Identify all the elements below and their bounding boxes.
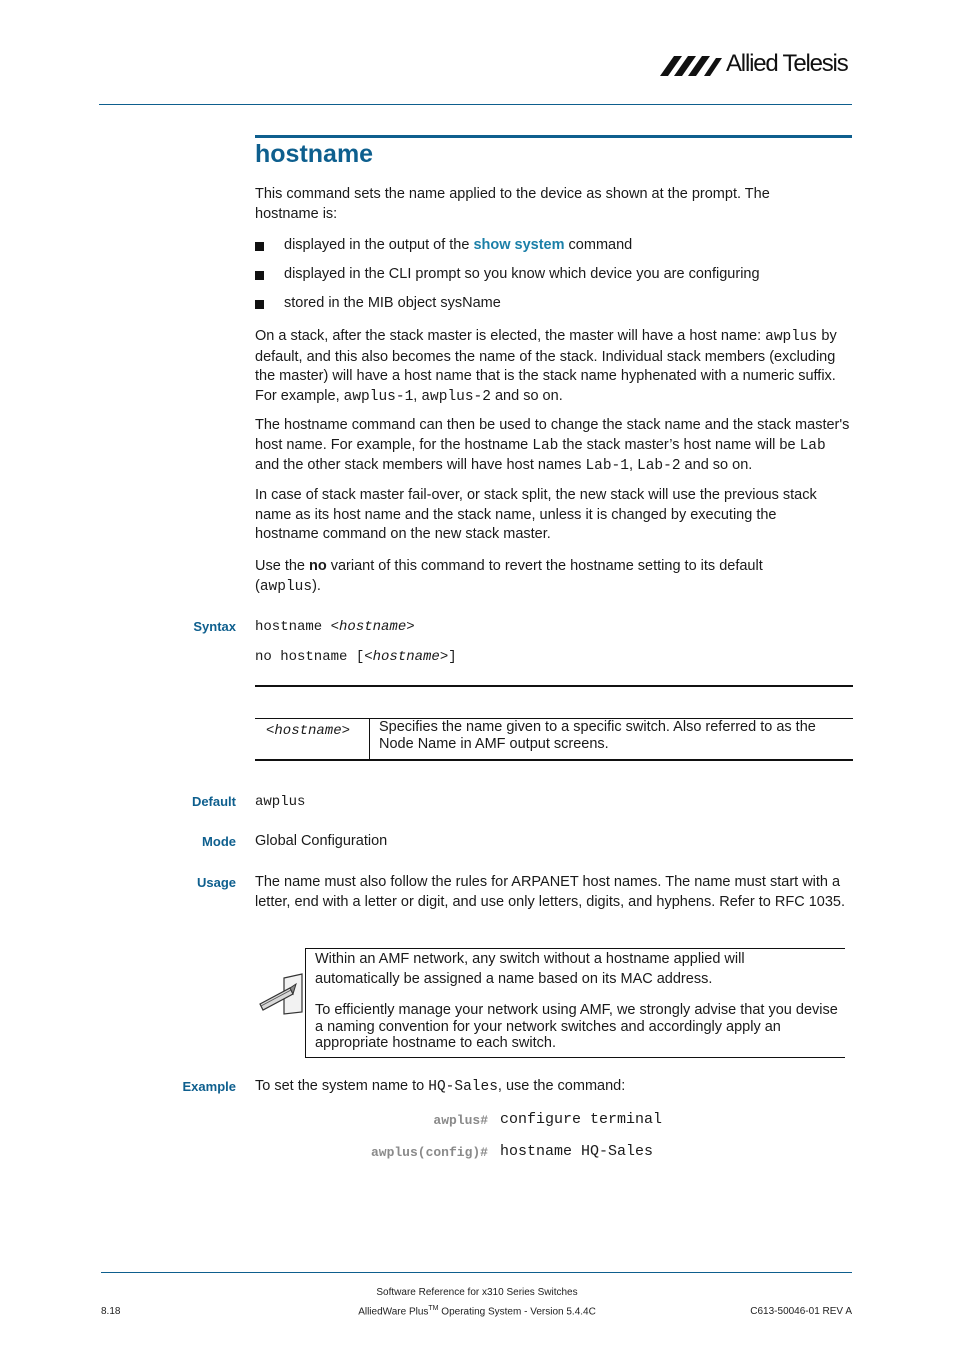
table-top-rule [255, 685, 853, 687]
syntax-line-1: hostname <hostname> [255, 619, 415, 635]
param-description: Specifies the name given to a specific switch. Also referred to as the Node Name in AMF output screens. [379, 719, 816, 752]
stack-paragraph: On a stack, after the stack master is elected, the master will have a host name: awplus by default, and this also becomes the name of the stack. Individual stack members (excluding the master) will have a host name that is the stack name hyphenated with a numeric suffix. For example, awplus-1, awplus-2 and so on. [255, 328, 837, 405]
page-title: hostname [255, 140, 374, 168]
footer-rule [101, 1272, 852, 1273]
bullet-item: displayed in the output of the show system command [284, 237, 633, 253]
header-logo [660, 50, 855, 80]
no-variant-paragraph: Use the no variant of this command to revert the hostname setting to its default (awplus). [255, 558, 763, 595]
mode-label: Mode [202, 834, 236, 849]
default-label: Default [191, 794, 236, 809]
cli-prompt: awplus# [433, 1113, 488, 1128]
note-bottom-rule [305, 1057, 845, 1058]
default-value: awplus [255, 794, 306, 810]
cli-command: hostname HQ-Sales [500, 1143, 654, 1160]
document-number: C613-50046-01 REV A [750, 1306, 852, 1317]
show-system-link[interactable]: show system [473, 237, 565, 253]
usage-text: The name must also follow the rules for ARPANET host names. The name must start with a letter, end with a letter or digit, and use only letters, digits, and hyphens. Refer to RFC 1035. [255, 874, 845, 910]
bullet-marker [255, 271, 264, 280]
example-text: To set the system name to HQ-Sales, use the command: [255, 1078, 626, 1095]
cli-command: configure terminal [500, 1111, 663, 1128]
page-number: 8.18 [101, 1306, 121, 1317]
cli-prompt: awplus(config)# [370, 1145, 488, 1160]
table-column-divider [369, 718, 370, 759]
mode-value: Global Configuration [255, 833, 388, 849]
bullet-marker [255, 300, 264, 309]
hostname-change-paragraph: The hostname command can then be used to change the stack name and the stack master's host name. For example, for the hostname Lab the stack master’s host name will be Lab and the other stack members will have host names Lab-1, Lab-2 and so on. [255, 417, 850, 474]
note-paragraph-2: To efficiently manage your network using AMF, we strongly advise that you devise a naming convention for your network switches and accordingly apply an appropriate hostname to each switch. [315, 1002, 838, 1051]
bullet-item: displayed in the CLI prompt so you know which device you are configuring [284, 266, 760, 282]
note-icon [256, 972, 304, 1016]
allied-telesis-logo-mark [660, 54, 724, 78]
pencil-note-icon [256, 972, 304, 1016]
table-bottom-rule [255, 759, 853, 761]
param-name: <hostname> [266, 723, 351, 739]
usage-label: Usage [196, 875, 236, 890]
syntax-label: Syntax [193, 619, 236, 634]
note-top-rule [305, 948, 845, 949]
bullet-item: stored in the MIB object sysName [284, 295, 501, 311]
failover-paragraph: In case of stack master fail-over, or stack split, the new stack will use the previous stack name as its host name and the stack name, unless it is changed by executing the hostname command on the new stack master. [255, 487, 817, 542]
title-rule [255, 135, 852, 138]
bullet-marker [255, 242, 264, 251]
intro-paragraph: This command sets the name applied to the device as shown at the prompt. The hostname is: [255, 186, 770, 222]
note-paragraph-1: Within an AMF network, any switch without a hostname applied will automatically be assigned a name based on its MAC address. [315, 951, 745, 987]
footer-version: AlliedWare Plus™ Operating System - Version 5.4.4C [358, 1305, 596, 1318]
header-rule [99, 104, 852, 105]
example-label: Example [182, 1079, 236, 1094]
syntax-line-2: no hostname [<hostname>] [255, 649, 457, 665]
footer-title: Software Reference for x310 Series Switches [376, 1287, 578, 1298]
note-column-divider [305, 948, 306, 1057]
logo-text: Allied Telesis [726, 50, 848, 77]
